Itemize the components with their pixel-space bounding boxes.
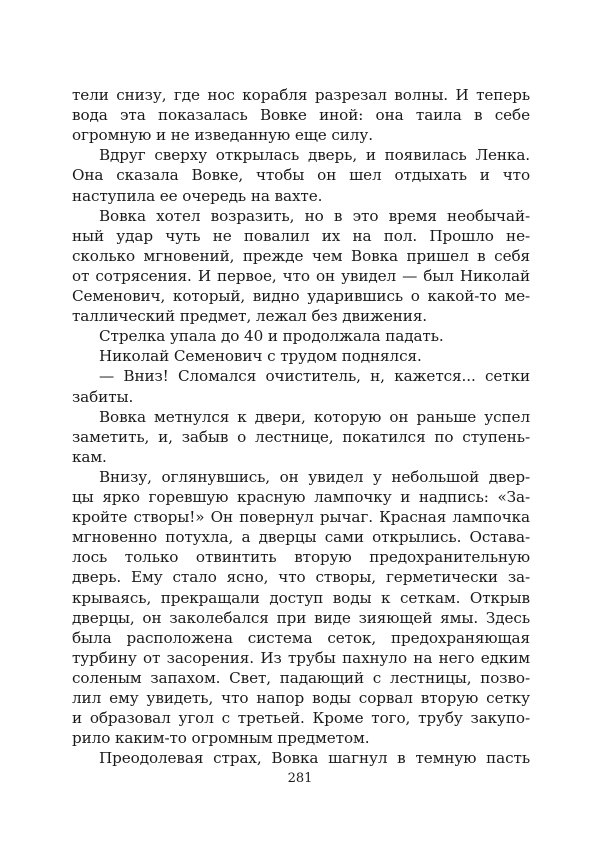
text-line: — Вниз! Сломался очиститель, н, кажется... сетки xyxy=(99,367,530,386)
text-line: дверь. Ему стало ясно, что створы, герметически за- xyxy=(72,568,530,587)
text-line: Вовка хотел возразить, но в это время необычай- xyxy=(99,206,530,225)
text-line: Семенович, который, видно ударившись о какой-то ме- xyxy=(72,287,530,305)
text-line: кам. xyxy=(72,447,107,466)
text-line: тели снизу, где нос корабля разрезал волны. И теперь xyxy=(72,86,530,104)
text-line: огромную и не изведанную еще силу. xyxy=(72,126,373,145)
text-line: Вовка метнулся к двери, которую он раньше успел xyxy=(99,407,530,426)
text-line: наступила ее очередь на вахте. xyxy=(72,186,323,205)
text-line: мгновенно потухла, а дверцы сами открылись. Остава- xyxy=(72,528,530,547)
text-line: рило каким-то огромным предметом. xyxy=(72,729,370,748)
text-line: была расположена система сеток, предохраняющая xyxy=(72,628,530,647)
text-line: от сотрясения. И первое, что он увидел — был Николай xyxy=(72,266,530,285)
text-line: турбину от засорения. Из трубы пахнуло на него едким xyxy=(72,648,530,667)
text-line: и образовал угол с третьей. Кроме того, трубу закупо- xyxy=(72,709,530,728)
text-line: лось только отвинтить вторую предохранительную xyxy=(72,548,530,567)
text-line: Внизу, оглянувшись, он увидел у небольшой двер- xyxy=(99,467,530,486)
text-line: крываясь, прекращали доступ воды к сеткам. Открыв xyxy=(72,588,530,607)
text-line: Преодолевая страх, Вовка шагнул в темную пасть xyxy=(99,749,530,768)
text-line: цы ярко горевшую красную лампочку и надпись: «За- xyxy=(72,488,530,506)
text-line: лил ему увидеть, что напор воды сорвал вторую сетку xyxy=(72,689,530,707)
text-line: Вдруг сверху открылась дверь, и появилась Ленка. xyxy=(99,146,530,165)
text-line: кройте створы!» Он повернул рычаг. Красная лампочка xyxy=(72,508,530,527)
text-line: вода эта показалась Вовке иной: она таила в себе xyxy=(72,106,530,125)
text-line: таллический предмет, лежал без движения. xyxy=(72,307,428,326)
text-line: Николай Семенович с трудом поднялся. xyxy=(99,347,422,366)
text-line: сколько мгновений, прежде чем Вовка пришел в себя xyxy=(72,246,530,265)
text-line: Стрелка упала до 40 и продолжала падать. xyxy=(99,327,444,346)
text-line: заметить, и, забыв о лестнице, покатился по ступень- xyxy=(72,427,530,446)
page-number: 281 xyxy=(287,771,313,786)
text-line: забиты. xyxy=(72,387,134,406)
text-line: дверцы, он заколебался при виде зияющей ямы. Здесь xyxy=(72,608,530,627)
text-line: Она сказала Вовке, чтобы он шел отдыхать и что xyxy=(72,166,530,185)
text-line: ный удар чуть не повалил их на пол. Прошло не- xyxy=(72,226,530,245)
text-line: соленым запахом. Свет, падающий с лестницы, позво- xyxy=(72,668,530,687)
